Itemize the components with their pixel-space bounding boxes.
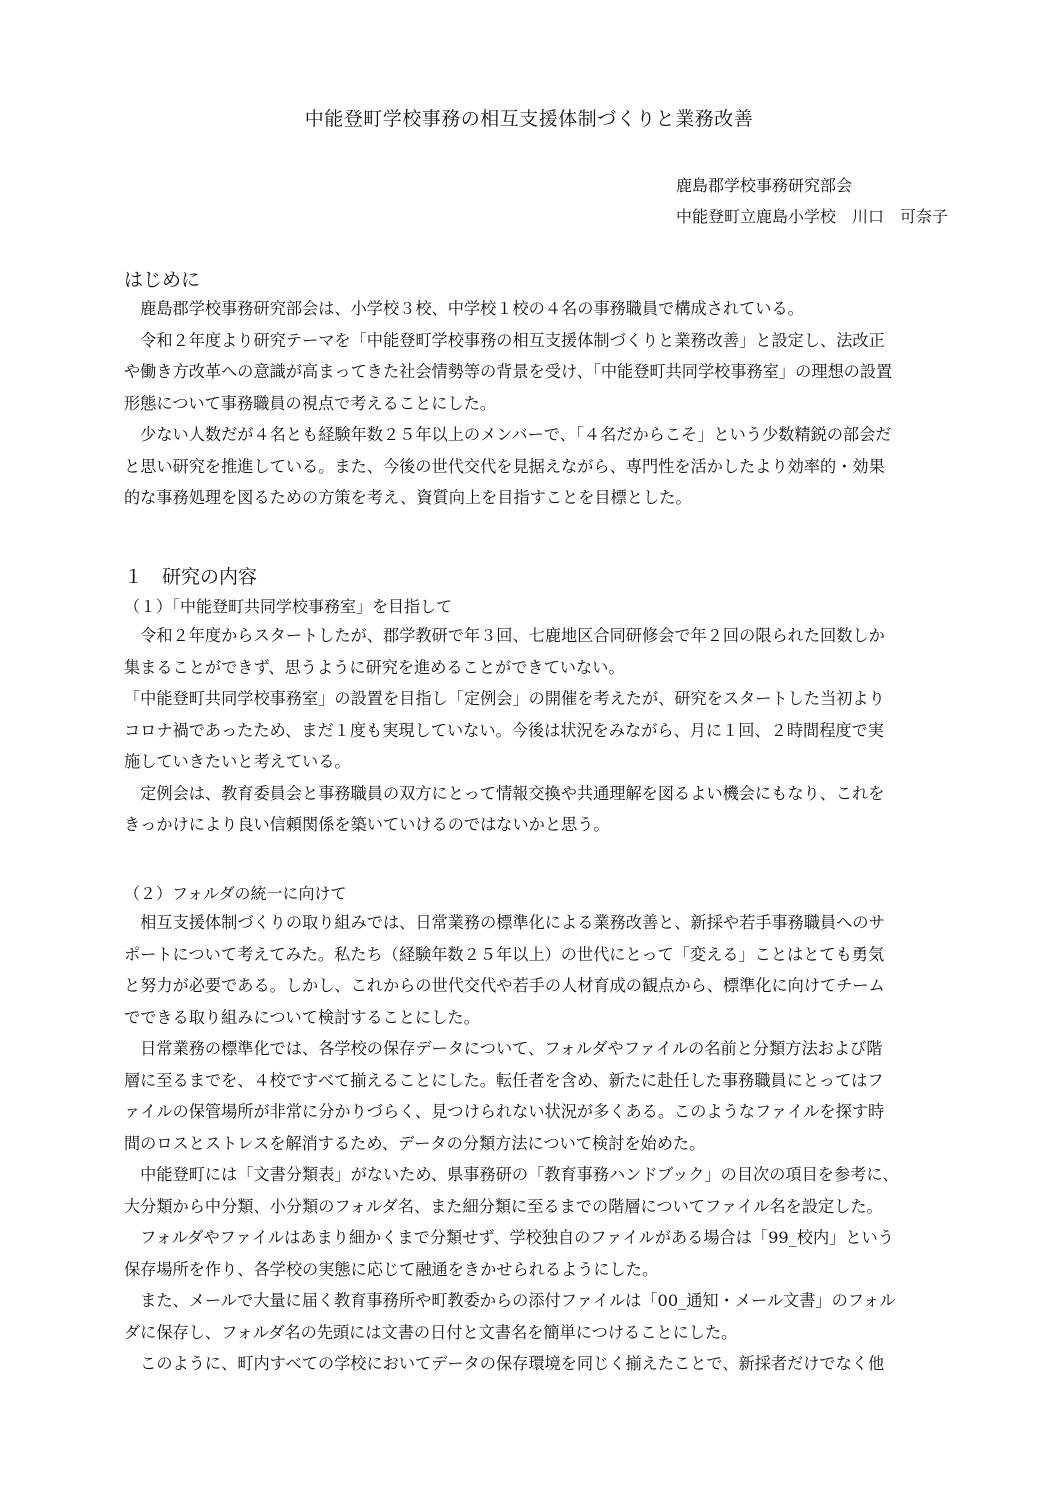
text-line: 的な事務処理を図るための方策を考え、資質向上を目指すことを目標とした。 xyxy=(124,488,692,507)
text-line: 大分類から中分類、小分類のフォルダ名、また細分類に至るまでの階層についてファイル名を設定した。 xyxy=(124,1196,883,1216)
text-line: 施していきたいと考えている。 xyxy=(124,752,351,771)
section1-2-heading: （２）フォルダの統一に向けて xyxy=(124,884,347,903)
text-line: 保存場所を作り、各学校の実態に応じて融通をきかせられるようにした。 xyxy=(124,1259,659,1279)
author-organization: 鹿島郡学校事務研究部会 xyxy=(676,176,853,195)
text-line: ポートについて考えてみた。私たち（経験年数２５年以上）の世代にとって「変える」ことはとても勇気 xyxy=(124,944,885,964)
text-line: ァイルの保管場所が非常に分かりづらく、見つけられない状況が多くある。このようなファイルを探す時 xyxy=(124,1102,885,1121)
text-line: このように、町内すべての学校においてデータの保存環境を同じく揃えたことで、新採者だけでなく他 xyxy=(124,1354,885,1373)
section1-heading: １ 研究の内容 xyxy=(124,566,258,588)
text-line: 「中能登町共同学校事務室」の設置を目指し「定例会」の開催を考えたが、研究をスタートした当初より xyxy=(124,689,885,708)
text-line: また、メールで大量に届く教育事務所や町教委からの添付ファイルは「00_通知・メール文書」のフォル xyxy=(124,1291,896,1310)
text-line: と努力が必要である。しかし、これからの世代交代や若手の人材育成の観点から、標準化に向けてチーム xyxy=(124,976,885,995)
text-line: コロナ禍であったため、まだ１度も実現していない。今後は状況をみながら、月に１回、２時間程度で実 xyxy=(124,720,884,740)
text-line: 形態について事務職員の視点で考えることにした。 xyxy=(124,393,496,413)
author-name: 中能登町立鹿島小学校 川口 可奈子 xyxy=(676,207,949,226)
text-line: ダに保存し、フォルダ名の先頭には文書の日付と文書名を簡単につけることにした。 xyxy=(124,1322,738,1342)
text-line: 令和２年度からスタートしたが、郡学教研で年３回、七鹿地区合同研修会で年２回の限られた回数しか xyxy=(124,626,885,645)
text-line: フォルダやファイルはあまり細かくまで分類せず、学校独自のファイルがある場合は「99_校内」という xyxy=(124,1228,894,1247)
section1-1-paragraph xyxy=(124,620,984,841)
text-line: 定例会は、教育委員会と事務職員の双方にとって情報交換や共通理解を図るよい機会にもなり、これを xyxy=(124,783,885,803)
intro-paragraph xyxy=(124,293,984,514)
document-title: 中能登町学校事務の相互支援体制づくりと業務改善 xyxy=(304,108,754,130)
section1-1-heading: （１）「中能登町共同学校事務室」を目指して xyxy=(124,597,453,616)
text-line: 日常業務の標準化では、各学校の保存データについて、フォルダやファイルの名前と分類方法および階 xyxy=(124,1039,883,1058)
text-line: 中能登町には「文書分類表」がないため、県事務研の「教育事務ハンドブック」の目次の項目を参考に、 xyxy=(124,1165,899,1184)
text-line: 少ない人数だが４名とも経験年数２５年以上のメンバーで、「４名だからこそ」という少数精鋭の部会だ xyxy=(124,425,892,444)
text-line: や働き方改革への意識が高まってきた社会情勢等の背景を受け、「中能登町共同学校事務室」の理想の設置 xyxy=(124,362,893,381)
text-line: でできる取り組みについて検討することにした。 xyxy=(124,1007,480,1027)
text-line: きっかけにより良い信頼関係を築いていけるのではないかと思う。 xyxy=(124,815,610,834)
text-line: 層に至るまでを、４校ですべて揃えることにした。転任者を含め、新たに赴任した事務職員にとってはフ xyxy=(124,1070,884,1090)
text-line: 間のロスとストレスを解消するため、データの分類方法について検討を始めた。 xyxy=(124,1133,706,1153)
text-line: 鹿島郡学校事務研究部会は、小学校３校、中学校１校の４名の事務職員で構成されている。 xyxy=(124,299,804,318)
text-line: 集まることができず、思うように研究を進めることができていない。 xyxy=(124,657,625,677)
text-line: 相互支援体制づくりの取り組みでは、日常業務の標準化による業務改善と、新採や若手事務職員へのサ xyxy=(124,913,885,932)
text-line: と思い研究を推進している。また、今後の世代交代を見据えながら、専門性を活かしたより効率的・効果 xyxy=(124,456,885,476)
intro-heading: はじめに xyxy=(124,269,201,291)
text-line: 令和２年度より研究テーマを「中能登町学校事務の相互支援体制づくりと業務改善」と設定し、法改正 xyxy=(124,330,885,350)
section1-2-paragraph xyxy=(124,907,984,1380)
